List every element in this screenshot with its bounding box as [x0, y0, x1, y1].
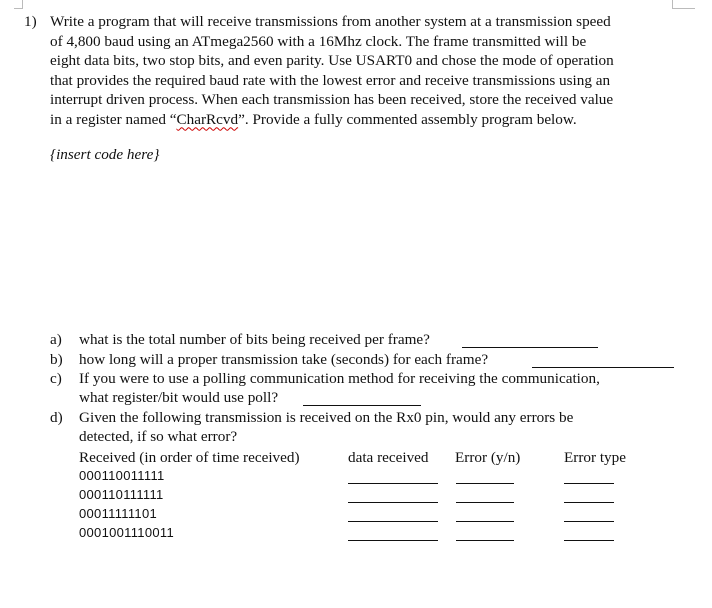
subquestion-d-label: d): [50, 409, 63, 426]
subquestion-b-text: how long will a proper transmission take (seconds) for each frame?: [79, 351, 489, 368]
answer-line-c[interactable]: [303, 405, 421, 406]
blank-data-received-3[interactable]: [348, 521, 438, 522]
blank-error-type-2[interactable]: [564, 502, 614, 503]
subquestion-c-text-2: what register/bit would use poll?: [79, 389, 279, 406]
blank-error-yn-3[interactable]: [456, 521, 514, 522]
question-line: eight data bits, two stop bits, and even parity. Use USART0 and chose the mode of operation: [50, 52, 614, 69]
subquestion-d-text-2: detected, if so what error?: [79, 428, 238, 445]
answer-line-a[interactable]: [462, 347, 598, 348]
table-row: 00011111101: [79, 506, 158, 521]
question-line: Write a program that will receive transmissions from another system at a transmission speed: [50, 13, 611, 30]
question-line: that provides the required baud rate with the lowest error and receive transmissions using an: [50, 71, 611, 89]
question-number: 1): [24, 13, 37, 30]
question-line: of 4,800 baud using an ATmega2560 with a 16Mhz clock. The frame transmitted will be: [50, 32, 587, 50]
table-header-error-type: Error type: [564, 449, 626, 466]
margin-corner-mark-left: [14, 0, 23, 9]
blank-error-type-1[interactable]: [564, 483, 614, 484]
register-name: CharRcvd: [176, 110, 239, 128]
blank-error-type-3[interactable]: [564, 521, 614, 522]
table-row: 000110011111: [79, 468, 165, 483]
question-line-last: in a register named “CharRcvd”. Provide a fully commented assembly program below.: [50, 110, 577, 128]
blank-data-received-4[interactable]: [348, 540, 438, 541]
blank-data-received-1[interactable]: [348, 483, 438, 484]
blank-data-received-2[interactable]: [348, 502, 438, 503]
blank-error-yn-2[interactable]: [456, 502, 514, 503]
blank-error-yn-4[interactable]: [456, 540, 514, 541]
subquestion-c-text-1: If you were to use a polling communication method for receiving the communication,: [79, 370, 600, 387]
blank-error-type-4[interactable]: [564, 540, 614, 541]
subquestion-c-label: c): [50, 370, 62, 387]
subquestion-b-label: b): [50, 351, 63, 368]
table-header-error-yn: Error (y/n): [455, 449, 521, 466]
subquestion-d-text-1: Given the following transmission is received on the Rx0 pin, would any errors be: [79, 409, 574, 426]
subquestion-a-text: what is the total number of bits being received per frame?: [79, 331, 430, 348]
table-row: 0001001110011: [79, 525, 174, 540]
question-line: interrupt driven process. When each transmission has been received, store the received value: [50, 91, 614, 108]
margin-corner-mark-right: [672, 0, 695, 9]
table-header-data-received: data received: [348, 449, 429, 466]
subquestion-a-label: a): [50, 331, 62, 348]
blank-error-yn-1[interactable]: [456, 483, 514, 484]
question-text: [50, 12, 614, 129]
answer-line-b[interactable]: [532, 367, 674, 368]
code-placeholder[interactable]: {insert code here}: [50, 146, 160, 163]
table-header-received: Received (in order of time received): [79, 449, 300, 466]
table-row: 000110111111: [79, 487, 164, 502]
